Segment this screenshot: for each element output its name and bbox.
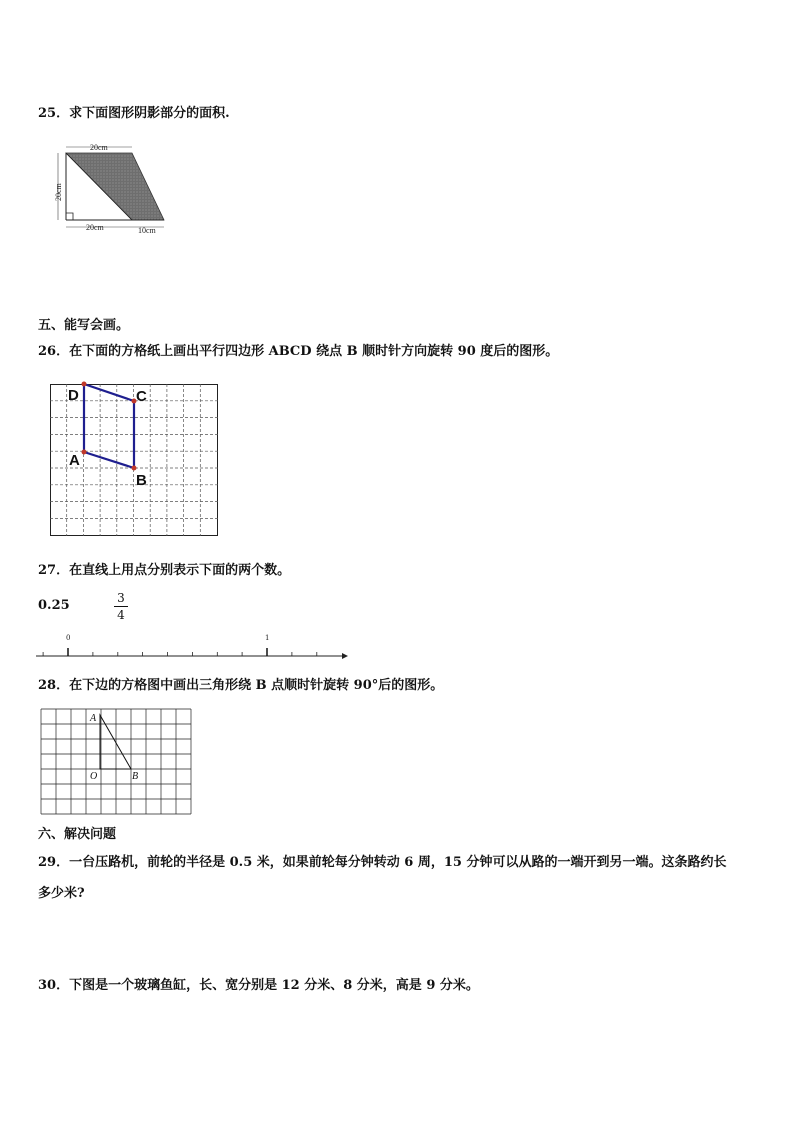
q26-text: 26．在下面的方格纸上画出平行四边形 ABCD 绕点 B 顺时针方向旋转 90 度后的图形。: [38, 344, 559, 359]
label-b: B: [136, 472, 147, 489]
label-bottom: 20cm: [86, 223, 104, 232]
label-a: A: [69, 452, 80, 469]
tick-label-0: 0: [66, 634, 71, 642]
q25-figure: [52, 143, 192, 238]
q27-text: 27．在直线上用点分别表示下面的两个数。: [38, 563, 291, 578]
label-c: C: [136, 388, 147, 405]
vertex-b: [132, 466, 137, 471]
label-bottom-right: 10cm: [138, 226, 156, 235]
q27-fraction: [114, 591, 128, 622]
q25-text: 25．求下面图形阴影部分的面积.: [38, 106, 230, 121]
label-b: B: [132, 771, 139, 782]
q30-text: 30．下图是一个玻璃鱼缸，长、宽分别是 12 分米、8 分米，高是 9 分米。: [38, 978, 479, 993]
label-d: D: [68, 387, 79, 404]
q29-line1: 29．一台压路机，前轮的半径是 0.5 米，如果前轮每分钟转动 6 周，15 分钟可以从路的一端开到另一端。这条路约长: [38, 855, 727, 870]
fraction-numerator: 3: [117, 591, 125, 605]
vertex-d: [82, 382, 87, 387]
label-o: O: [90, 771, 98, 782]
label-left: 20cm: [54, 183, 63, 201]
shaded-region: [66, 153, 164, 220]
section6-heading: 六、解决问题: [38, 827, 117, 842]
label-a: A: [90, 713, 97, 724]
triangle-aob: [100, 715, 131, 769]
tick-label-1: 1: [265, 634, 270, 642]
q28-grid-figure: [40, 708, 194, 818]
fraction-denominator: 4: [117, 608, 125, 622]
parallelogram-abcd: [84, 384, 134, 468]
q29-line2: 多少米?: [38, 886, 85, 901]
label-top: 20cm: [90, 143, 108, 152]
q26-grid-figure: [50, 384, 222, 538]
section5-heading: 五、能写会画。: [38, 318, 130, 333]
vertex-a: [82, 450, 87, 455]
q27-number-decimal: 0.25: [38, 598, 70, 613]
q28-text: 28．在下边的方格图中画出三角形绕 B 点顺时针旋转 90°后的图形。: [38, 678, 444, 693]
q27-number-line: [36, 632, 356, 662]
